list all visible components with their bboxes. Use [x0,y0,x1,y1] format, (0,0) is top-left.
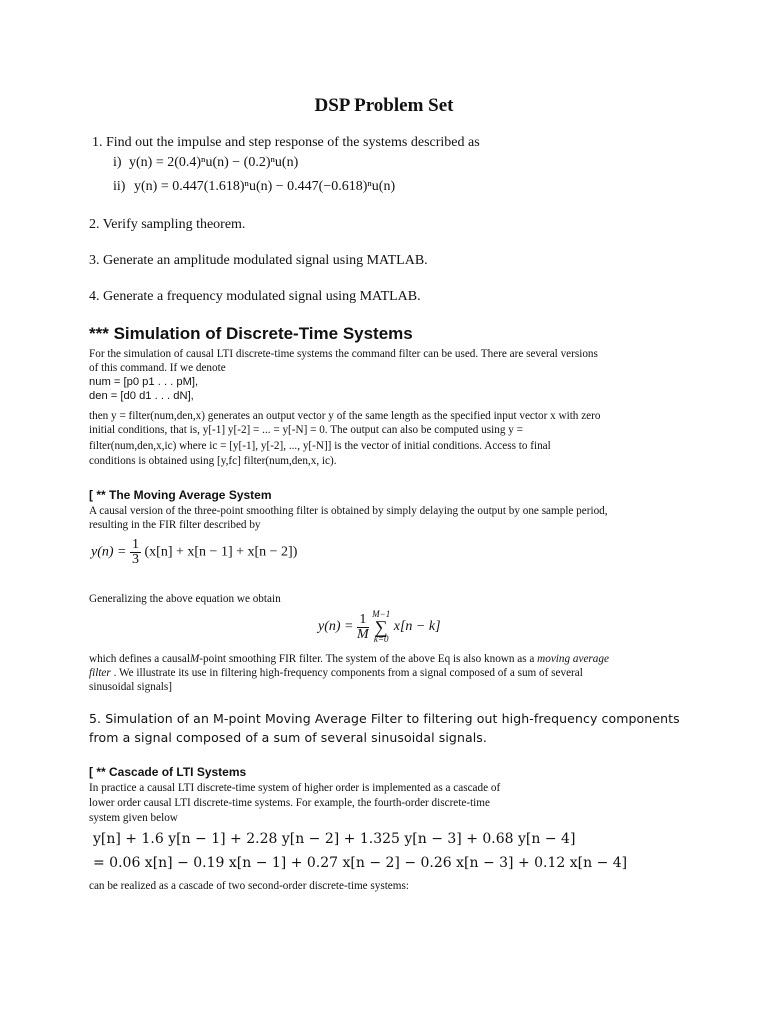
problem-1-ii-label: ii) [113,179,126,194]
defines-text-a: which defines a causal [89,653,190,665]
eq1-rhs: (x[n] + x[n − 1] + x[n − 2]) [144,544,298,560]
section2-line-2: resulting in the FIR filter described by [89,519,261,531]
section1-line-2: of this command. If we denote [89,362,226,374]
heading-prefix: [ ** [89,765,110,779]
sigma-icon: ∑ [374,617,388,637]
eq1-denominator: 3 [132,552,139,567]
problem-2-text: 2. Verify sampling theorem. [89,217,246,232]
cascade-equation-line-1: y[n] + 1.6 y[n − 1] + 2.28 y[n − 2] + 1.325 y[n − 3] + 0.68 y[n − 4] [93,831,576,847]
section1-line-4: den = [d0 d1 . . . dN], [89,390,194,402]
section2-defines-line-2 [89,666,583,680]
heading-text: Simulation of Discrete-Time Systems [113,324,413,343]
section2-defines-line-1 [89,652,609,666]
section1-line-8: conditions is obtained using [y,fc] filter(num,den,x, ic). [89,455,337,467]
section1-line-6: initial conditions, that is, y[-1] y[-2] = ... = y[-N] = 0. The output can also be computed using y = [89,424,523,436]
section2-defines-line-3: sinusoidal signals] [89,681,172,693]
section2-generalizing: Generalizing the above equation we obtain [89,593,281,605]
problem-1-ii-equation: y(n) = 0.447(1.618)ⁿu(n) − 0.447(−0.618)ⁿu(n) [134,179,396,194]
section1-line-1: For the simulation of causal LTI discrete-time systems the command filter can be used. There are several versions [89,348,598,360]
section3-line-3: system given below [89,812,178,824]
section1-line-7: filter(num,den,x,ic) where ic = [y[-1], y[-2], ..., y[-N]] is the vector of initial conditions. Access to final [89,440,551,452]
defines-text-2b: . We illustrate its use in filtering high-frequency components from a signal composed of a sum of several [110,667,583,679]
heading-prefix: *** [89,324,114,343]
problem-5-line-1: 5. Simulation of an M-point Moving Average Filter to filtering out high-frequency components [89,711,680,726]
eq2-sum-lower: k=0 [373,634,389,644]
problem-1-i-equation: y(n) = 2(0.4)ⁿu(n) − (0.2)ⁿu(n) [129,155,299,170]
section-heading-simulation [89,324,413,344]
problem-1-i-label: i) [113,155,122,170]
eq2-rhs: x[n − k] [393,619,441,635]
section1-line-3: num = [p0 p1 . . . pM], [89,376,199,388]
eq1-fraction [130,538,141,567]
eq2-numerator: 1 [357,613,369,628]
problem-5-line-2: from a signal composed of a sum of several sinusoidal signals. [89,730,487,745]
section1-line-5: then y = filter(num,den,x) generates an output vector y of the same length as the specified input vector x with zero [89,410,601,422]
problem-3-text: 3. Generate an amplitude modulated signal using MATLAB. [89,253,428,268]
eq2-fraction [357,613,369,642]
section2-line-1: A causal version of the three-point smoothing filter is obtained by simply delaying the output by one sample period, [89,505,608,517]
section-heading-moving-average [89,488,272,502]
problem-1-text: 1. Find out the impulse and step response of the systems described as [92,135,480,150]
page-title: DSP Problem Set [314,95,454,116]
equation-m-point [318,610,441,644]
cascade-equation-line-2: = 0.06 x[n] − 0.19 x[n − 1] + 0.27 x[n − 2] − 0.26 x[n − 3] + 0.12 x[n − 4] [93,855,628,871]
heading-text: Cascade of LTI Systems [109,765,247,779]
section3-line-1: In practice a causal LTI discrete-time system of higher order is implemented as a cascade of [89,782,501,794]
section3-line-2: lower order causal LTI discrete-time systems. For example, the fourth-order discrete-time [89,797,490,809]
eq2-lhs: y(n) = [318,619,354,635]
eq2-denominator: M [357,626,369,642]
defines-filter: filter [89,667,111,679]
problem-4-text: 4. Generate a frequency modulated signal using MATLAB. [89,289,421,304]
eq2-summation [372,610,390,644]
defines-m: M [189,653,200,665]
section3-line-4: can be realized as a cascade of two second-order discrete-time systems: [89,880,409,892]
eq2-sum-upper: M−1 [372,609,391,619]
eq1-numerator: 1 [132,537,139,552]
defines-moving-average: moving average [537,653,609,665]
heading-text: The Moving Average System [109,488,272,502]
section-heading-cascade [89,765,246,779]
heading-prefix: [ ** [89,488,110,502]
eq1-lhs: y(n) = [91,544,127,560]
defines-text-c: -point smoothing FIR filter. The system of the above Eq is also known as a [199,653,538,665]
equation-three-point [91,538,297,567]
